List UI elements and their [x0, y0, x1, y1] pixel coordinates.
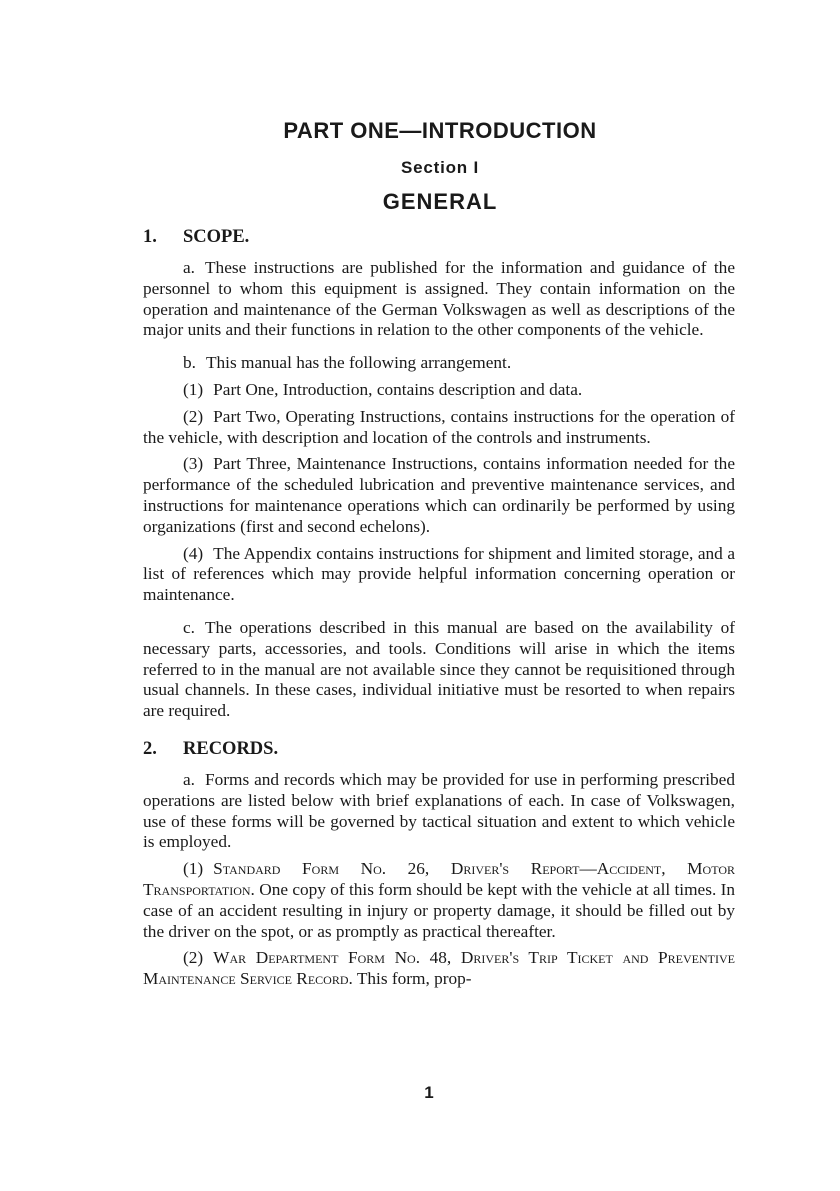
- paragraph-label: c.: [183, 617, 195, 637]
- paragraph: [143, 380, 735, 401]
- paragraph-text: Part One, Introduction, contains description and data.: [213, 379, 583, 399]
- paragraph-text: These instructions are published for the information and guidance of the personnel to whom this equipment is assigned. They contain information on the operation and maintenance of the German Volkswagen as well as descriptions of the major units and their functions in relation to the other components of the vehicle.: [143, 258, 735, 340]
- body-text: [143, 226, 735, 990]
- section-title: GENERAL: [382, 189, 498, 214]
- paragraph-label: (4): [183, 543, 204, 563]
- part-title: PART ONE—INTRODUCTION: [283, 118, 597, 143]
- section-label: Section I: [400, 158, 480, 177]
- paragraph-label: (2): [183, 948, 204, 968]
- paragraph: [143, 407, 735, 449]
- section-heading-scope: [143, 226, 735, 248]
- section-heading-records: [143, 738, 735, 760]
- paragraph: [143, 770, 735, 853]
- section-heading-title: RECORDS.: [183, 738, 279, 759]
- paragraph: [143, 948, 735, 990]
- paragraph-text: This manual has the following arrangement.: [205, 353, 512, 373]
- paragraph-text: Part Two, Operating Instructions, contains instructions for the operation of the vehicle, with description and location of the controls and instruments.: [143, 406, 735, 447]
- paragraph-label: a.: [183, 258, 195, 277]
- paragraph-text: Forms and records which may be provided for use in performing prescribed operations are listed below with brief explanations of each. In case of Volkswagen, use of these forms will be governed by tactical situation and extent to which vehicle is employed.: [143, 769, 735, 852]
- paragraph: [143, 618, 735, 722]
- paragraph-text: One copy of this form should be kept with the vehicle at all times. In case of an accident resulting in injury or property damage, it should be filled out by the driver on the spot, or as promptly as practical thereafter.: [143, 879, 735, 941]
- paragraph: [143, 353, 735, 374]
- paragraph: [143, 544, 735, 606]
- section-heading-title: SCOPE.: [183, 227, 250, 247]
- section-number: 1.: [143, 227, 157, 247]
- paragraph-text: This form, prop-: [356, 969, 472, 989]
- page-number: 1: [424, 1083, 434, 1102]
- paragraph-text: The Appendix contains instructions for shipment and limited storage, and a list of references which may provide helpful information concerning operation or maintenance.: [143, 543, 735, 605]
- paragraph-label: (3): [183, 454, 204, 474]
- paragraph-label: b.: [183, 353, 196, 373]
- paragraph: [143, 859, 735, 942]
- paragraph-label: (2): [183, 406, 204, 426]
- paragraph-text: Part Three, Maintenance Instructions, contains information needed for the performance of the scheduled lubrication and preventive maintenance services, and instructions for maintenance operations which can ordinarily be performed by using organizations (first and second echelons).: [143, 454, 735, 536]
- form-title: War Department Form No. 48, Driver's Trip Ticket and Preventive Maintenance Service Record.: [143, 948, 735, 989]
- form-title: Standard Form No. 26, Driver's Report—Accident, Motor Transportation.: [143, 859, 735, 899]
- paragraph: [143, 454, 735, 537]
- paragraph-text: The operations described in this manual are based on the availability of necessary parts, accessories, and tools. Conditions will arise in which the items referred to in the manual are not available since they cannot be requisitioned through usual channels. In these cases, individual initiative must be resorted to when repairs are required.: [143, 617, 735, 721]
- section-number: 2.: [143, 738, 157, 759]
- paragraph: [143, 258, 735, 341]
- paragraph-label: (1): [183, 379, 204, 399]
- paragraph-label: a.: [183, 769, 195, 789]
- paragraph-label: (1): [183, 859, 204, 879]
